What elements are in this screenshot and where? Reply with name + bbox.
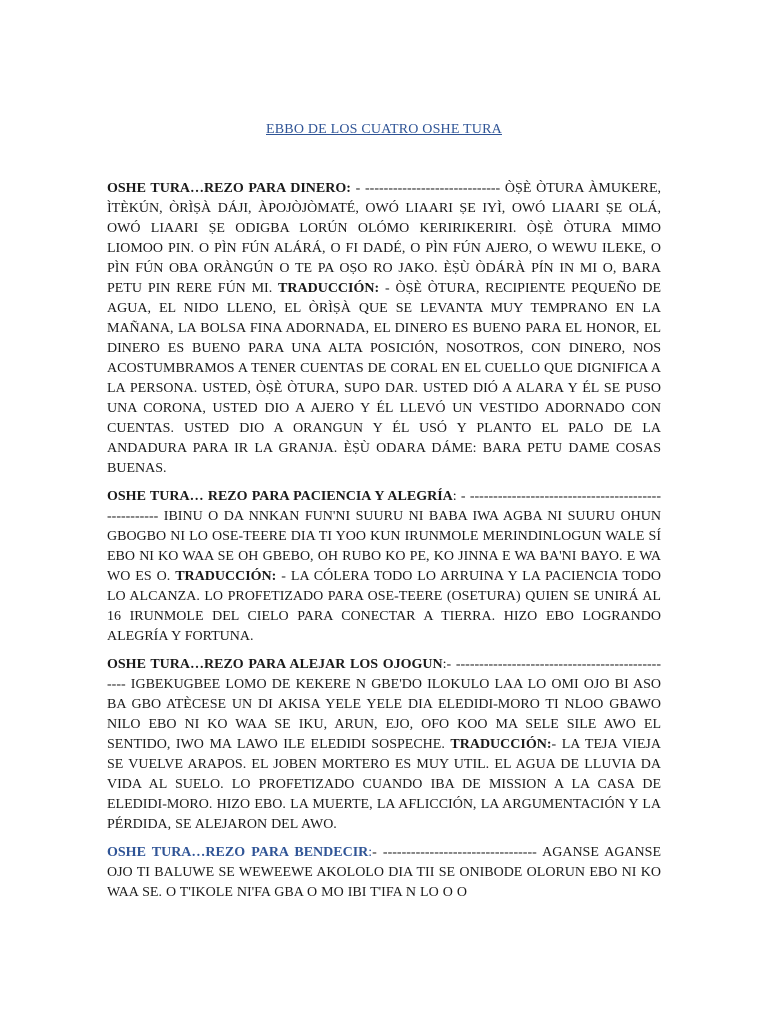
prayer-section-ojogun <box>107 655 661 835</box>
section-heading-colon: : <box>368 845 373 860</box>
section-yoruba-text: : - ---------------------------------------------------- IBINU O DA NNKAN FUN'NI SUURU NI BABA IWA AGBA NI SUURU OHUN GBOGBO NI LO OSE-TEERE DIA TI YOO KUN IRUNMOLE MERINDINLOGUN WALE SÍ EBO NI KO WAA SE OH GBEBO, OH RUBO KO PE, KO JINNA E WA BA'NI BAYO. E WA WO ES O. <box>107 489 661 584</box>
section-translation-text: - ÒṢÈ ÒTURA, RECIPIENTE PEQUEÑO DE AGUA, EL NIDO LLENO, EL ÒRÌṢÀ QUE SE LEVANTA MUY TEMPRANO EN LA MAÑANA, LA BOLSA FINA ADORNADA, EL DINERO ES BUENO PARA EL HONOR, EL DINERO ES BUENO PARA UNA ALTA POSICIÓN, NOSOTROS, CON DINERO, NOS ACOSTUMBRAMOS A TENER CUENTAS DE CORAL EN EL CUELLO QUE DIGNIFICA A LA PERSONA. USTED, ÒṢÈ ÒTURA, SUPO DAR. USTED DIÓ A ALARA Y ÉL SE PUSO UNA CORONA, USTED DIO A AJERO Y ÉL LLEVÓ UN VESTIDO ADORNADO CON CUENTAS. USTED DIO A ORANGUN Y ÉL USÓ Y PLANTO EL PALO DE LA ANDADURA PARA IR LA GRANJA. ÈṢÙ ODARA DÁME: BARA PETU DAME COSAS BUENAS. <box>107 281 661 476</box>
section-heading: OSHE TURA…REZO PARA ALEJAR LOS OJOGUN <box>107 657 443 672</box>
section-yoruba-text: - ----------------------------- ÒṢÈ ÒTURA ÀMUKERE, ÌTÈKÚN, ÒRÌṢÀ DÁJI, ÀPOJÒJÒMATÉ, OWÓ LIAARI ṢE IYÌ, OWÓ LIAARI ṢE OLÁ, OWÓ LIAARI ṢE ODIGBA LORÚN OLÓMO KERIRIKERIRI. ÒṢÈ ÒTURA MIMO LIOMOO PIN. O PÌN FÚN ALÁRÁ, O FI DADÉ, O PÌN FÚN AJERO, O WEWU ILEKE, O PÌN FÚN OBA ORÀNGÚN O TE PA OṢO RO JAKO. ÈṢÙ ÒDÁRÀ PÍN IN MI O, BARA PETU PIN RERE FÚN MI. <box>107 181 661 296</box>
section-heading: OSHE TURA…REZO PARA BENDECIR <box>107 845 369 860</box>
translation-label: TRADUCCIÓN: <box>278 281 380 296</box>
section-translation-text: - LA CÓLERA TODO LO ARRUINA Y LA PACIENCIA TODO LO ALCANZA. LO PROFETIZADO PARA OSE-TEERE (OSETURA) QUIEN SE UNIRÁ AL 16 IRUNMOLE DEL CIELO PARA CONECTAR A TIERRA. HIZO EBO LOGRANDO ALEGRÍA Y FORTUNA. <box>107 569 661 644</box>
translation-label: TRADUCCIÓN: <box>175 569 277 584</box>
section-heading: OSHE TURA…REZO PARA DINERO: <box>107 181 351 196</box>
section-yoruba-text: :- ------------------------------------------------ IGBEKUGBEE LOMO DE KEKERE N GBE'DO ILOKULO LAA LO OMI OJO BI ASO BA GBO ATÈCESE UN DI AKISA YELE YELE DIA ELEDIDI-MORO TI NLOO GBAWO NILO EBO NI KO WAA SE IKU, ARUN, EJO, OFO KOO MA SELE SILE AWO EL SENTIDO, IWO MA LAWO ILE ELEDIDI SOSPECHE. <box>107 657 661 752</box>
prayer-section-dinero <box>107 179 661 479</box>
translation-label: TRADUCCIÓN: <box>450 737 552 752</box>
prayer-section-paciencia <box>107 487 661 647</box>
document-body <box>107 179 661 911</box>
section-yoruba-text: - --------------------------------- AGANSE AGANSE OJO TI BALUWE SE WEWEEWE AKOLOLO DIA TII SE ONIBODE OLORUN EBO NI KO WAA SE. O T'IKOLE NI'FA GBA O MO IBI T'IFA N LO O O <box>107 845 661 900</box>
section-heading: OSHE TURA… REZO PARA PACIENCIA Y ALEGRÍA <box>107 489 453 504</box>
section-translation-text: - LA TEJA VIEJA SE VUELVE ARAPOS. EL JOBEN MORTERO ES MUY UTIL. EL AGUA DE LLUVIA DA VIDA AL SUELO. LO PROFETIZADO CUANDO IBA DE MISSION A LA CASA DE ELEDIDI-MORO. HIZO EBO. LA MUERTE, LA AFLICCIÓN, LA ARGUMENTACIÓN Y LA PÉRDIDA, SE ALEJARON DEL AWO. <box>107 737 661 832</box>
prayer-section-bendecir <box>107 843 661 903</box>
document-title: EBBO DE LOS CUATRO OSHE TURA <box>266 122 502 137</box>
